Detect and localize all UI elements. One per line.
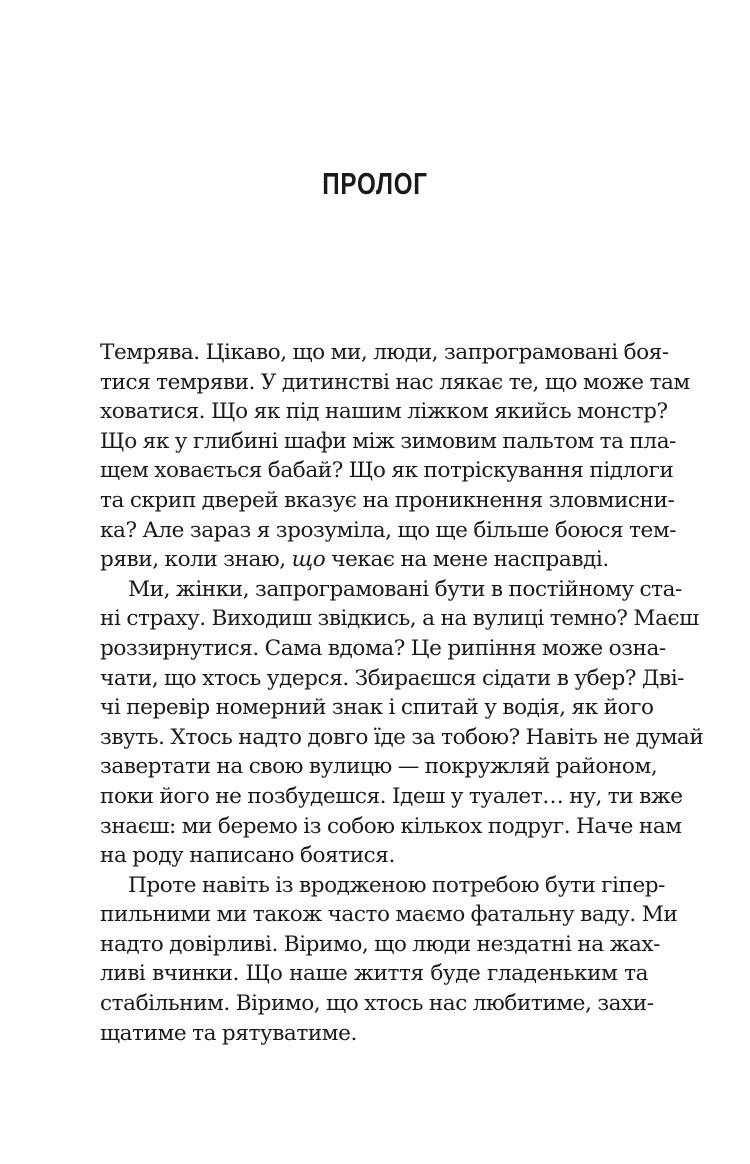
- paragraph-1: [100, 338, 690, 575]
- text-fragment: ряви, коли знаю,: [100, 547, 292, 573]
- text-line: надто довірливі. Віримо, що люди нездатні на жах-: [100, 931, 661, 957]
- text-line: на роду написано боятися.: [100, 843, 395, 869]
- prologue-text: [100, 338, 704, 1048]
- paragraph-2: [100, 575, 704, 871]
- text-line: Проте навіть із вродженою потребою бути гіпер-: [128, 872, 665, 898]
- text-line: поки його не позбудешся. Ідеш у туалет… ну, ти вже: [100, 783, 683, 809]
- text-line: стабільним. Віримо, що хтось нас любитиме, захи-: [100, 991, 654, 1017]
- text-line: тися темряви. У дитинстві нас лякає те, що може там: [100, 369, 690, 395]
- text-line: та скрип дверей вказує на проникнення зловмисни-: [100, 487, 675, 513]
- text-line: Темрява. Цікаво, що ми, люди, запрограмовані боя-: [100, 340, 669, 365]
- text-line: [100, 545, 648, 575]
- text-line: роззирнутися. Сама вдома? Це рипіння може озна-: [100, 635, 666, 661]
- paragraph-3: [100, 871, 678, 1049]
- text-line: щатиме та рятуватиме.: [100, 1020, 357, 1046]
- text-line: завертати на свою вулицю — покружляй районом,: [100, 754, 658, 780]
- text-line: чати, що хтось удерся. Збираєшся сідати в убер? Дві-: [100, 665, 684, 691]
- text-line: чі перевір номерний знак і спитай у водія, як його: [100, 695, 654, 721]
- text-line: ливі вчинки. Що наше життя буде гладеньким та: [100, 961, 648, 987]
- text-line: щем ховається бабай? Що як потріскування підлоги: [100, 458, 674, 484]
- text-line: ховатися. Що як під нашим ліжком якийсь монстр?: [100, 399, 668, 425]
- text-line: Що як у глибині шафи між зимовим пальтом та пла-: [100, 428, 676, 454]
- chapter-title: ПРОЛОГ: [322, 166, 428, 201]
- emphasized-word: що: [291, 547, 326, 573]
- text-line: пильними ми також часто маємо фатальну ваду. Ми: [100, 902, 678, 928]
- text-fragment: чекає на мене насправді.: [325, 547, 609, 573]
- text-line: звуть. Хтось надто довго їде за тобою? Навіть не думай: [100, 724, 704, 750]
- text-line: ні страху. Виходиш звідкись, а на вулиці темно? Маєш: [100, 606, 699, 632]
- text-line: знаєш: ми беремо із собою кількох подруг. Наче нам: [100, 813, 682, 839]
- text-line: ка? Але зараз я зрозуміла, що ще більше боюся тем-: [100, 517, 677, 543]
- text-line: Ми, жінки, запрограмовані бути в постійному ста-: [128, 576, 682, 602]
